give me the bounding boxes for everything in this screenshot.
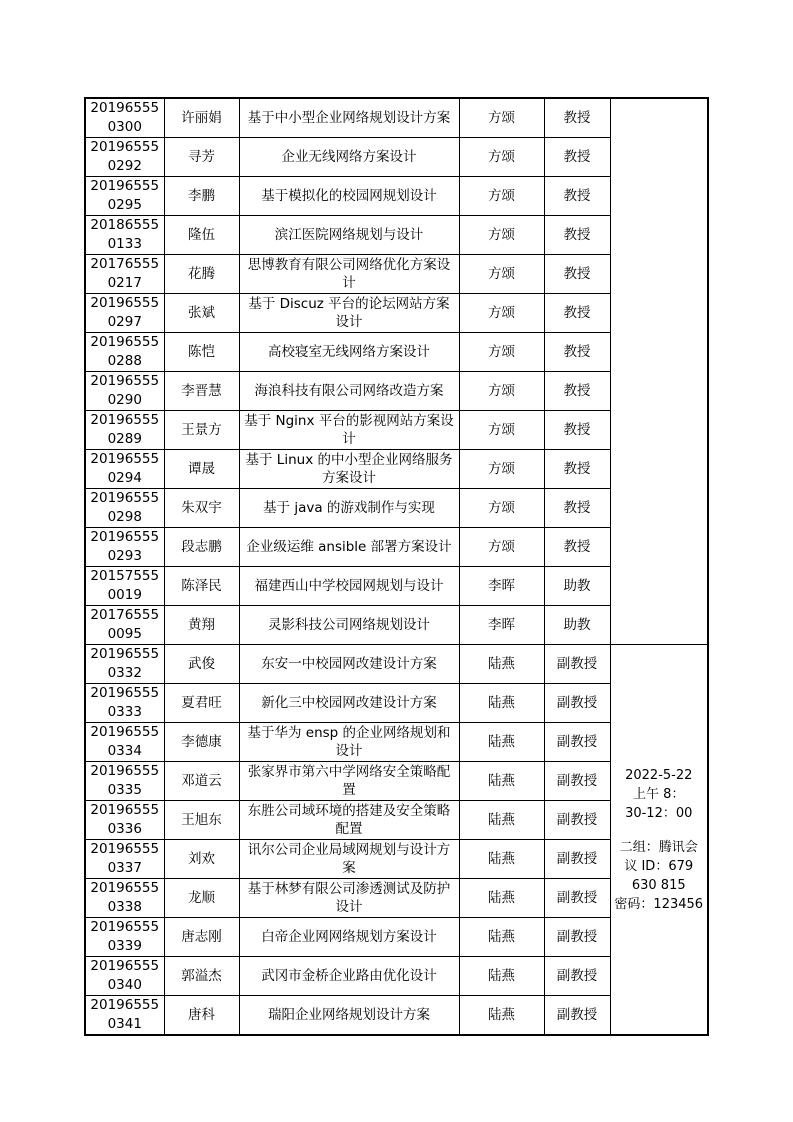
advisor-name-cell: 方颂 <box>459 528 544 567</box>
student-id-prefix: 20196555 <box>90 841 160 857</box>
advisor-name-cell: 方颂 <box>459 255 544 294</box>
group-schedule-note <box>610 645 708 1036</box>
student-id-cell <box>85 645 164 684</box>
student-id-cell <box>85 411 164 450</box>
thesis-defense-schedule-table <box>84 97 709 1036</box>
advisor-name-cell: 方颂 <box>459 138 544 177</box>
student-id-prefix: 20196555 <box>90 646 160 662</box>
student-id-prefix: 20157555 <box>90 568 160 584</box>
student-id-cell <box>85 255 164 294</box>
student-id-cell <box>85 489 164 528</box>
advisor-name-cell: 方颂 <box>459 411 544 450</box>
student-name-cell: 寻芳 <box>164 138 239 177</box>
student-id-cell <box>85 216 164 255</box>
student-id-suffix: 0339 <box>107 938 142 954</box>
student-id-suffix: 0340 <box>107 977 142 993</box>
student-id-prefix: 20186555 <box>90 217 160 233</box>
student-id-suffix: 0300 <box>107 119 142 135</box>
student-name-cell: 郭溢杰 <box>164 957 239 996</box>
student-id-suffix: 0292 <box>107 158 142 174</box>
student-id-prefix: 20196555 <box>90 997 160 1013</box>
thesis-title-cell: 高校寝室无线网络方案设计 <box>239 333 459 372</box>
table-row <box>85 98 708 138</box>
thesis-title-cell: 白帝企业网网络规划方案设计 <box>239 918 459 957</box>
thesis-title-cell: 基于 Linux 的中小型企业网络服务方案设计 <box>239 450 459 489</box>
student-id-suffix: 0290 <box>107 392 142 408</box>
student-name-cell: 李鹏 <box>164 177 239 216</box>
thesis-title-cell: 武冈市金桥企业路由优化设计 <box>239 957 459 996</box>
thesis-title-cell: 讯尔公司企业局域网规划与设计方案 <box>239 840 459 879</box>
table-body <box>85 98 708 1035</box>
note-spacer <box>613 823 706 838</box>
advisor-name-cell: 陆燕 <box>459 762 544 801</box>
schedule-table <box>84 97 709 1036</box>
student-id-suffix: 0297 <box>107 314 142 330</box>
student-id-suffix: 0293 <box>107 548 142 564</box>
advisor-rank-cell: 教授 <box>544 138 610 177</box>
advisor-rank-cell: 副教授 <box>544 840 610 879</box>
student-id-suffix: 0288 <box>107 353 142 369</box>
thesis-title-cell: 基于 Nginx 平台的影视网站方案设计 <box>239 411 459 450</box>
student-id-prefix: 20196555 <box>90 958 160 974</box>
thesis-title-cell: 基于华为 ensp 的企业网络规划和设计 <box>239 723 459 762</box>
student-id-suffix: 0295 <box>107 197 142 213</box>
advisor-name-cell: 陆燕 <box>459 996 544 1036</box>
student-id-prefix: 20196555 <box>90 295 160 311</box>
student-name-cell: 许丽娟 <box>164 98 239 138</box>
student-id-prefix: 20196555 <box>90 100 160 116</box>
student-name-cell: 王旭东 <box>164 801 239 840</box>
defense-time-start: 上午 8： <box>633 786 685 802</box>
advisor-name-cell: 方颂 <box>459 98 544 138</box>
student-id-cell <box>85 840 164 879</box>
thesis-title-cell: 东胜公司域环境的搭建及安全策略配置 <box>239 801 459 840</box>
student-name-cell: 黄翔 <box>164 606 239 645</box>
thesis-title-cell: 福建西山中学校园网规划与设计 <box>239 567 459 606</box>
thesis-title-cell: 基于 Discuz 平台的论坛网站方案设计 <box>239 294 459 333</box>
student-id-cell <box>85 801 164 840</box>
student-id-cell <box>85 294 164 333</box>
thesis-title-cell: 企业无线网络方案设计 <box>239 138 459 177</box>
meeting-password: 密码：123456 <box>614 896 704 912</box>
advisor-name-cell: 李晖 <box>459 606 544 645</box>
student-id-prefix: 20196555 <box>90 802 160 818</box>
student-id-prefix: 20196555 <box>90 763 160 779</box>
student-name-cell: 唐科 <box>164 996 239 1036</box>
student-id-cell <box>85 606 164 645</box>
student-name-cell: 李晋慧 <box>164 372 239 411</box>
advisor-rank-cell: 助教 <box>544 567 610 606</box>
advisor-rank-cell: 教授 <box>544 489 610 528</box>
advisor-rank-cell: 副教授 <box>544 801 610 840</box>
student-name-cell: 陈泽民 <box>164 567 239 606</box>
meeting-id-number: 630 815 <box>631 877 686 893</box>
student-name-cell: 邓道云 <box>164 762 239 801</box>
student-id-cell <box>85 567 164 606</box>
thesis-title-cell: 基于 java 的游戏制作与实现 <box>239 489 459 528</box>
advisor-name-cell: 方颂 <box>459 450 544 489</box>
student-id-suffix: 0133 <box>107 236 142 252</box>
thesis-title-cell: 张家界市第六中学网络安全策略配置 <box>239 762 459 801</box>
student-name-cell: 夏君旺 <box>164 684 239 723</box>
student-name-cell: 刘欢 <box>164 840 239 879</box>
advisor-name-cell: 方颂 <box>459 216 544 255</box>
thesis-title-cell: 基于林梦有限公司渗透测试及防护设计 <box>239 879 459 918</box>
defense-date: 2022-5-22 <box>625 767 693 783</box>
advisor-rank-cell: 教授 <box>544 294 610 333</box>
thesis-title-cell: 东安一中校园网改建设计方案 <box>239 645 459 684</box>
student-id-prefix: 20196555 <box>90 685 160 701</box>
student-id-prefix: 20196555 <box>90 412 160 428</box>
student-id-suffix: 0298 <box>107 509 142 525</box>
student-id-suffix: 0341 <box>107 1016 142 1032</box>
student-name-cell: 唐志刚 <box>164 918 239 957</box>
student-id-cell <box>85 723 164 762</box>
advisor-rank-cell: 教授 <box>544 98 610 138</box>
student-name-cell: 陈恺 <box>164 333 239 372</box>
advisor-name-cell: 陆燕 <box>459 645 544 684</box>
student-id-suffix: 0334 <box>107 743 142 759</box>
advisor-rank-cell: 副教授 <box>544 879 610 918</box>
advisor-name-cell: 陆燕 <box>459 879 544 918</box>
advisor-rank-cell: 教授 <box>544 216 610 255</box>
student-id-prefix: 20196555 <box>90 490 160 506</box>
student-name-cell: 朱双宇 <box>164 489 239 528</box>
advisor-name-cell: 方颂 <box>459 333 544 372</box>
advisor-rank-cell: 助教 <box>544 606 610 645</box>
meeting-id-label: 议 ID：679 <box>624 858 694 874</box>
student-name-cell: 花腾 <box>164 255 239 294</box>
student-name-cell: 李德康 <box>164 723 239 762</box>
thesis-title-cell: 基于模拟化的校园网规划设计 <box>239 177 459 216</box>
student-name-cell: 武俊 <box>164 645 239 684</box>
student-id-suffix: 0294 <box>107 470 142 486</box>
advisor-name-cell: 陆燕 <box>459 957 544 996</box>
student-name-cell: 隆伍 <box>164 216 239 255</box>
thesis-title-cell: 企业级运维 ansible 部署方案设计 <box>239 528 459 567</box>
student-id-cell <box>85 762 164 801</box>
advisor-rank-cell: 教授 <box>544 450 610 489</box>
advisor-name-cell: 陆燕 <box>459 801 544 840</box>
advisor-rank-cell: 副教授 <box>544 762 610 801</box>
student-id-prefix: 20196555 <box>90 451 160 467</box>
advisor-name-cell: 方颂 <box>459 177 544 216</box>
student-id-cell <box>85 177 164 216</box>
student-id-prefix: 20196555 <box>90 880 160 896</box>
student-id-suffix: 0336 <box>107 821 142 837</box>
student-name-cell: 龙顺 <box>164 879 239 918</box>
student-id-cell <box>85 450 164 489</box>
student-name-cell: 谭晟 <box>164 450 239 489</box>
student-id-suffix: 0332 <box>107 665 142 681</box>
student-id-prefix: 20176555 <box>90 256 160 272</box>
advisor-rank-cell: 副教授 <box>544 723 610 762</box>
advisor-rank-cell: 教授 <box>544 177 610 216</box>
student-id-suffix: 0095 <box>107 626 142 642</box>
student-id-prefix: 20196555 <box>90 724 160 740</box>
thesis-title-cell: 灵影科技公司网络规划设计 <box>239 606 459 645</box>
student-id-suffix: 0333 <box>107 704 142 720</box>
advisor-rank-cell: 副教授 <box>544 996 610 1036</box>
student-id-cell <box>85 684 164 723</box>
advisor-name-cell: 方颂 <box>459 372 544 411</box>
student-id-prefix: 20196555 <box>90 139 160 155</box>
advisor-rank-cell: 副教授 <box>544 918 610 957</box>
thesis-title-cell: 瑞阳企业网络规划设计方案 <box>239 996 459 1036</box>
advisor-name-cell: 方颂 <box>459 489 544 528</box>
advisor-rank-cell: 教授 <box>544 255 610 294</box>
advisor-rank-cell: 副教授 <box>544 684 610 723</box>
student-id-prefix: 20196555 <box>90 178 160 194</box>
advisor-name-cell: 方颂 <box>459 294 544 333</box>
student-id-prefix: 20196555 <box>90 334 160 350</box>
student-id-cell <box>85 879 164 918</box>
student-id-cell <box>85 333 164 372</box>
thesis-title-cell: 新化三中校园网改建设计方案 <box>239 684 459 723</box>
advisor-rank-cell: 教授 <box>544 528 610 567</box>
thesis-title-cell: 滨江医院网络规划与设计 <box>239 216 459 255</box>
student-id-prefix: 20176555 <box>90 607 160 623</box>
advisor-rank-cell: 副教授 <box>544 957 610 996</box>
student-name-cell: 段志鹏 <box>164 528 239 567</box>
student-id-suffix: 0338 <box>107 899 142 915</box>
student-id-suffix: 0335 <box>107 782 142 798</box>
student-id-suffix: 0289 <box>107 431 142 447</box>
advisor-rank-cell: 教授 <box>544 333 610 372</box>
student-id-cell <box>85 996 164 1036</box>
advisor-name-cell: 陆燕 <box>459 723 544 762</box>
advisor-name-cell: 陆燕 <box>459 918 544 957</box>
thesis-title-cell: 思博教育有限公司网络优化方案设计 <box>239 255 459 294</box>
student-id-suffix: 0217 <box>107 275 142 291</box>
student-id-prefix: 20196555 <box>90 919 160 935</box>
advisor-name-cell: 陆燕 <box>459 840 544 879</box>
thesis-title-cell: 海浪科技有限公司网络改造方案 <box>239 372 459 411</box>
advisor-rank-cell: 副教授 <box>544 645 610 684</box>
table-row <box>85 645 708 684</box>
meeting-group-label: 二组：腾讯会 <box>619 839 698 855</box>
advisor-rank-cell: 教授 <box>544 411 610 450</box>
student-id-cell <box>85 957 164 996</box>
student-name-cell: 张斌 <box>164 294 239 333</box>
student-id-cell <box>85 98 164 138</box>
student-id-prefix: 20196555 <box>90 529 160 545</box>
student-id-cell <box>85 918 164 957</box>
student-id-suffix: 0019 <box>107 587 142 603</box>
student-id-cell <box>85 528 164 567</box>
advisor-name-cell: 陆燕 <box>459 684 544 723</box>
advisor-name-cell: 李晖 <box>459 567 544 606</box>
student-id-suffix: 0337 <box>107 860 142 876</box>
group-note-cell-empty <box>610 98 708 645</box>
defense-time-range: 30-12：00 <box>625 805 693 821</box>
student-id-prefix: 20196555 <box>90 373 160 389</box>
thesis-title-cell: 基于中小型企业网络规划设计方案 <box>239 98 459 138</box>
student-id-cell <box>85 372 164 411</box>
student-name-cell: 王景方 <box>164 411 239 450</box>
advisor-rank-cell: 教授 <box>544 372 610 411</box>
student-id-cell <box>85 138 164 177</box>
